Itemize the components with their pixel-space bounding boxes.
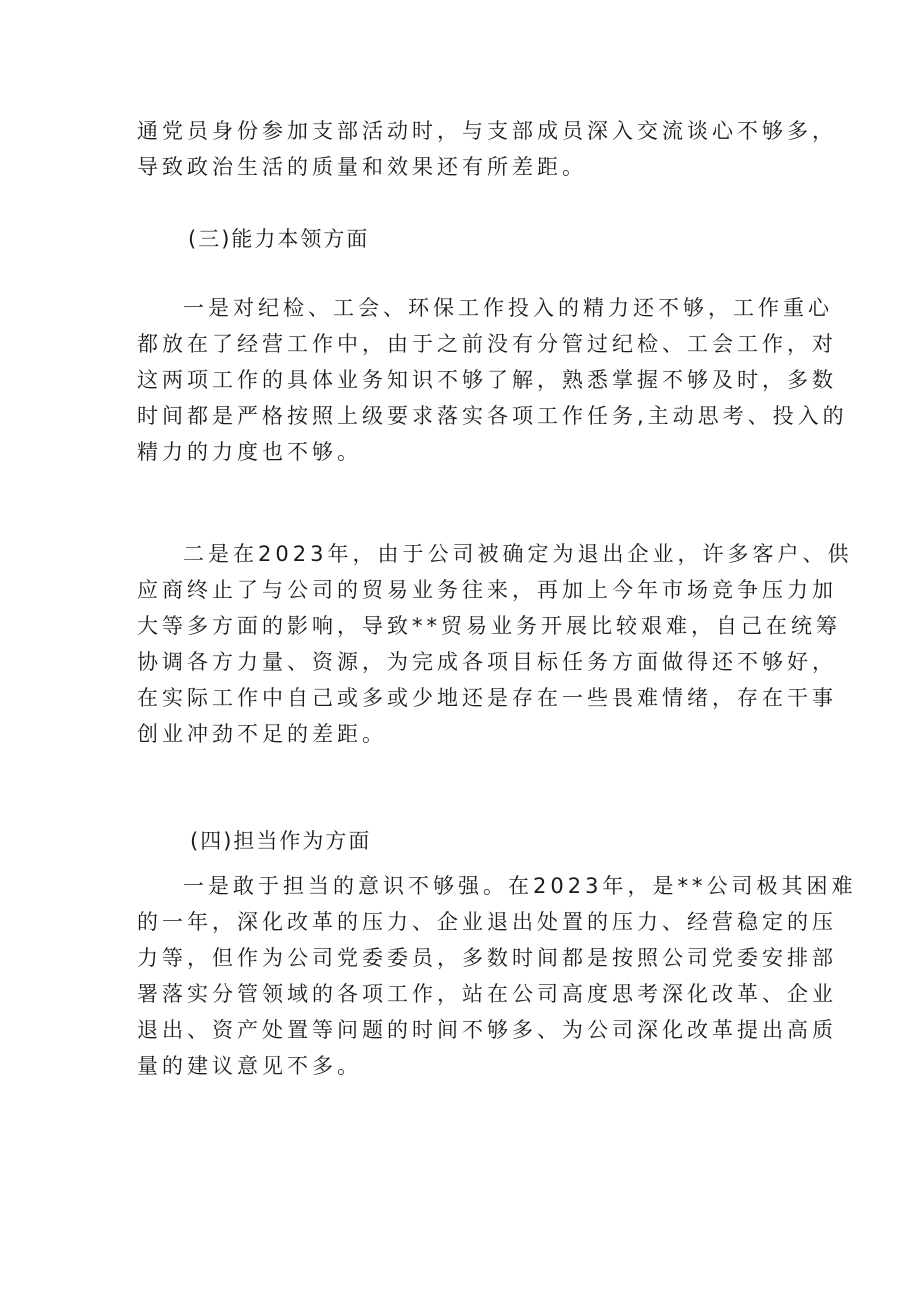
text-line: 都放在了经营工作中，由于之前没有分管过纪检、工会工作，对 [137, 332, 837, 356]
paragraph-continuation [137, 113, 837, 185]
paragraph-ability-1 [137, 290, 848, 470]
paragraph-responsibility-1 [137, 868, 857, 1084]
text-line: 一是对纪检、工会、环保工作投入的精力还不够，工作重心 [183, 296, 833, 320]
text-line: 精力的力度也不够。 [137, 440, 362, 464]
text-line: 导致政治生活的质量和效果还有所差距。 [137, 155, 587, 179]
text-line: 量的建议意见不多。 [137, 1054, 362, 1078]
text-line: 二是在2023年，由于公司被确定为退出企业，许多客户、供 [183, 542, 853, 566]
text-line: 通党员身份参加支部活动时，与支部成员深入交流谈心不够多， [137, 119, 837, 143]
paragraph-ability-2 [137, 536, 853, 752]
text-line: 力等，但作为公司党委委员，多数时间都是按照公司党委安排部 [137, 946, 837, 970]
text-line: 应商终止了与公司的贸易业务往来，再加上今年市场竞争压力加 [137, 578, 837, 602]
text-line: 大等多方面的影响，导致**贸易业务开展比较艰难，自己在统筹 [137, 614, 841, 638]
section-heading-ability: (三)能力本领方面 [188, 227, 370, 251]
text-line: 协调各方力量、资源，为完成各项目标任务方面做得还不够好， [137, 650, 837, 674]
text-line: 退出、资产处置等问题的时间不够多、为公司深化改革提出高质 [137, 1018, 837, 1042]
text-line: 一是敢于担当的意识不够强。在2023年，是**公司极其困难 [183, 874, 857, 898]
text-line: 这两项工作的具体业务知识不够了解，熟悉掌握不够及时，多数 [137, 368, 837, 392]
section-heading-responsibility: (四)担当作为方面 [190, 829, 372, 853]
text-line: 的一年，深化改革的压力、企业退出处置的压力、经营稳定的压 [137, 910, 837, 934]
text-line: 时间都是严格按照上级要求落实各项工作任务,主动思考、投入的 [137, 404, 848, 428]
text-line: 在实际工作中自己或多或少地还是存在一些畏难情绪，存在干事 [137, 686, 837, 710]
text-line: 创业冲劲不足的差距。 [137, 722, 387, 746]
text-line: 署落实分管领域的各项工作，站在公司高度思考深化改革、企业 [137, 982, 837, 1006]
